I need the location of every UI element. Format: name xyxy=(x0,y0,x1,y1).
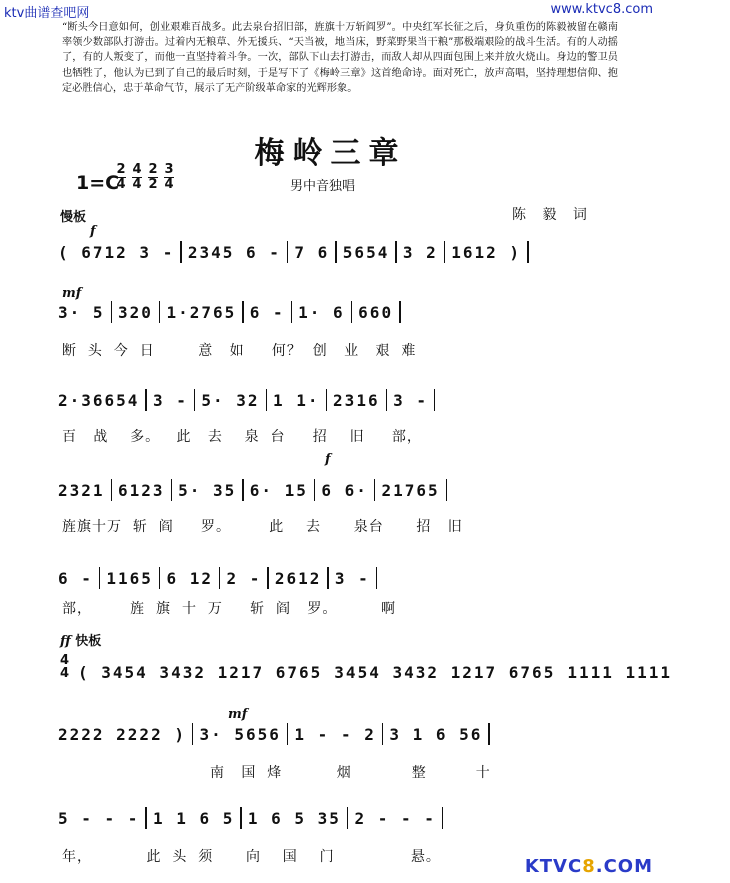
bar-line xyxy=(194,389,196,411)
lyric-line: 旌旗十万 斩 阎 罗。 此 去 泉台 招 旧 xyxy=(62,519,463,535)
bar-line xyxy=(242,479,244,501)
measure: 5 - - - xyxy=(58,808,140,828)
bar-line xyxy=(434,389,436,411)
watermark-left: ktv曲谱查吧网 xyxy=(4,6,90,21)
bar-line xyxy=(291,301,293,323)
measure: ( 6712 3 - xyxy=(58,242,175,262)
measure: 660 xyxy=(358,302,394,322)
lyric-line: 断 头 今 日 意 如 何？ 创 业 艰 难 xyxy=(62,343,417,359)
measure: 1 - - 2 xyxy=(294,724,376,744)
intro-paragraph: “断头今日意如何，创业艰难百战多。此去泉台招旧部，旌旗十万斩阎罗”。中央红军长征之后，身负重伤的陈毅被留在赣南率领少数部队打游击。过着内无粮草、外无援兵、“天当被，地当床，野菜野果当干粮”那极端艰险的战斗生活。有的人动摇了，有的人叛变了，而他一直坚持着斗争。一次，部队下山去打游击，而敌人却从四面包围上来并放火烧山。身边的警卫员也牺牲了，他认为已到了自己的最后时刻，于是写下了《梅岭三章》这首绝命诗。面对死亡，放声高唱，坚持理想信仰、抱定必胜信心，忠于革命气节，展示了无产阶级革命家的光辉形象。 xyxy=(62,22,618,94)
score-row xyxy=(58,722,578,746)
score-row xyxy=(58,478,578,502)
bar-line xyxy=(527,241,529,263)
measure: 6123 xyxy=(118,480,165,500)
measure: 3454 3432 1217 6765 xyxy=(334,662,556,682)
measure: 2 - - - xyxy=(354,808,436,828)
measure: 3 2 xyxy=(402,242,438,262)
bar-line xyxy=(335,241,337,263)
measure: 1 6 5 35 xyxy=(247,808,341,828)
measure: 1 1· xyxy=(273,390,320,410)
bar-line xyxy=(111,479,113,501)
score-row xyxy=(58,240,578,264)
measure: 2·36654 xyxy=(58,390,140,410)
measure: 5· 35 xyxy=(178,480,237,500)
bar-line xyxy=(242,301,244,323)
time-signatures xyxy=(116,163,174,192)
bar-line xyxy=(395,241,397,263)
measure: 3 - xyxy=(334,568,370,588)
measure: 1· 6 xyxy=(298,302,345,322)
measure: 21765 xyxy=(381,480,440,500)
bar-line xyxy=(314,479,316,501)
voice-type: 男中音独唱 xyxy=(290,179,356,194)
score-row xyxy=(58,806,578,830)
measure: 3 1 6 56 xyxy=(389,724,483,744)
lyric-line: 南 国 烽 烟 整 十 xyxy=(210,765,491,781)
bar-line xyxy=(111,301,113,323)
bar-line xyxy=(192,723,194,745)
dynamic-marking: f xyxy=(325,452,331,467)
song-title: 梅岭三章 xyxy=(254,136,407,171)
measure: 3· 5 xyxy=(58,302,105,322)
dynamic-marking: mf xyxy=(228,707,248,722)
measure: 6 - xyxy=(58,568,93,588)
measure: 6 12 xyxy=(166,568,213,588)
measure: ( 3454 3432 1217 6765 xyxy=(78,662,323,682)
measure: 3 - xyxy=(152,390,188,410)
bar-line xyxy=(219,567,221,589)
score-row xyxy=(58,566,578,590)
measure: 5· 32 xyxy=(201,390,260,410)
bar-line xyxy=(171,479,173,501)
dynamic-marking: mf xyxy=(62,286,82,301)
watermark-bottom: KTVC8.COM xyxy=(524,856,653,877)
measure: 2345 6 - xyxy=(187,242,281,262)
measure: 2316 xyxy=(333,390,380,410)
measure: 1165 xyxy=(106,568,153,588)
time-signature: $\frac{3}{4}$ xyxy=(164,162,174,192)
score-row xyxy=(58,300,578,324)
lyric-line: 部， 旌 旗 十 万 斩 阎 罗。 啊 xyxy=(62,601,396,617)
bar-line xyxy=(327,567,329,589)
tempo-marking: 慢板 xyxy=(60,210,87,225)
bar-line xyxy=(326,389,328,411)
watermark-right: www.ktvc8.com xyxy=(550,2,653,17)
bar-line xyxy=(376,567,378,589)
bar-line xyxy=(287,723,289,745)
bar-line xyxy=(488,723,490,745)
bar-line xyxy=(351,301,353,323)
time-signature: 4 4 xyxy=(60,653,70,681)
bar-line xyxy=(240,807,242,829)
measure: 2321 xyxy=(58,480,105,500)
measure: 1·2765 xyxy=(166,302,237,322)
dynamic-marking: f xyxy=(90,224,96,239)
measure: 320 xyxy=(118,302,153,322)
measure: 5654 xyxy=(342,242,390,262)
measure: 6 - xyxy=(249,302,285,322)
measure: 6· 15 xyxy=(249,480,308,500)
score-row xyxy=(58,388,578,412)
measure: 2222 2222 ) xyxy=(58,724,186,744)
measure: 2 - xyxy=(226,568,262,588)
tempo-marking-2: ff 快板 xyxy=(60,634,102,649)
lyric-line: 年， 此 头 须 向 国 门 悬。 xyxy=(62,849,441,865)
lyric-line: 百 战 多。 此 去 泉 台 招 旧 部， xyxy=(62,429,422,445)
measure: 1612 ) xyxy=(451,242,522,262)
bar-line xyxy=(347,807,349,829)
bar-line xyxy=(442,807,444,829)
bar-line xyxy=(446,479,448,501)
bar-line xyxy=(287,241,289,263)
bar-line xyxy=(159,567,161,589)
measure: 2612 xyxy=(274,568,322,588)
bar-line xyxy=(159,301,161,323)
bar-line xyxy=(382,723,384,745)
bar-line xyxy=(267,567,269,589)
bar-line xyxy=(145,807,147,829)
measure: 1111 1111 xyxy=(567,662,673,682)
time-signature: $\frac{2}{4}$ xyxy=(116,162,126,192)
bar-line xyxy=(145,389,147,411)
time-signature: $\frac{4}{4}$ xyxy=(132,162,142,192)
time-signature: $\frac{2}{2}$ xyxy=(148,162,158,192)
key-signature: 1=C xyxy=(76,172,120,194)
bar-line xyxy=(180,241,182,263)
bar-line xyxy=(374,479,376,501)
measure: 6 6· xyxy=(321,480,368,500)
bar-line xyxy=(386,389,388,411)
measure: 3· 5656 xyxy=(199,724,281,744)
score-row xyxy=(78,660,673,684)
bar-line xyxy=(266,389,268,411)
bar-line xyxy=(444,241,446,263)
lyricist: 陈 毅 词 xyxy=(512,207,593,223)
measure: 1 1 6 5 xyxy=(152,808,235,828)
bar-line xyxy=(399,301,401,323)
measure: 3 - xyxy=(393,390,428,410)
measure: 7 6 xyxy=(294,242,330,262)
bar-line xyxy=(99,567,101,589)
